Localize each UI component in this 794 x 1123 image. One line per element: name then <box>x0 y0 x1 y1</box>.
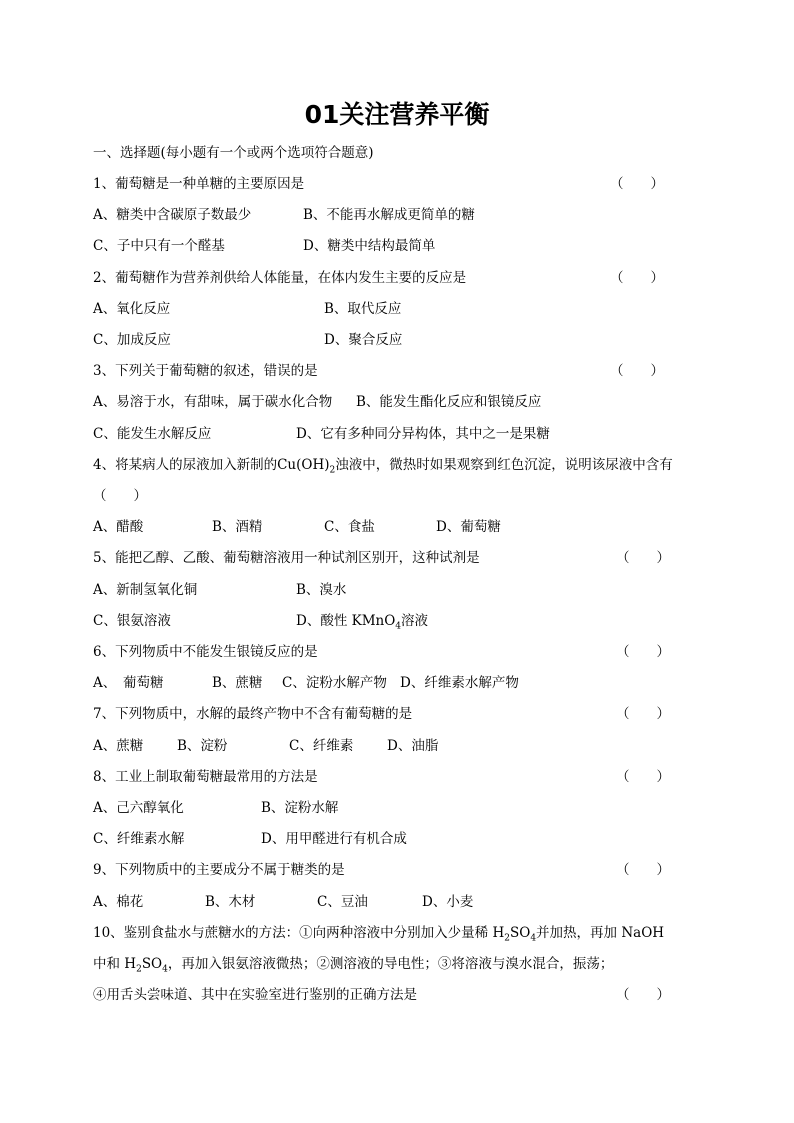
q3-option-c[interactable]: C、能发生水解反应 <box>93 426 212 442</box>
q4-option-d[interactable]: D、葡萄糖 <box>436 519 501 535</box>
answer-blank-2[interactable]: （ ） <box>610 270 664 286</box>
q2-option-d[interactable]: D、聚合反应 <box>324 332 403 348</box>
answer-blank-10[interactable]: （ ） <box>616 987 670 1003</box>
q2-option-c[interactable]: C、加成反应 <box>93 332 171 348</box>
q7-option-a[interactable]: A、蔗糖 <box>93 738 144 754</box>
q8-option-a[interactable]: A、己六醇氧化 <box>93 800 184 816</box>
question-3-stem: 3、下列关于葡萄糖的叙述，错误的是 <box>93 363 318 379</box>
answer-blank-9[interactable]: （ ） <box>616 862 670 878</box>
question-1-stem: 1、葡萄糖是一种单糖的主要原因是 <box>93 176 305 192</box>
q8-option-b[interactable]: B、淀粉水解 <box>261 800 339 816</box>
q2-option-a[interactable]: A、氧化反应 <box>93 301 171 317</box>
q9-option-a[interactable]: A、棉花 <box>93 894 144 910</box>
q9-option-c[interactable]: C、豆油 <box>317 894 368 910</box>
answer-blank-1[interactable]: （ ） <box>610 176 664 192</box>
answer-blank-5[interactable]: （ ） <box>616 550 670 566</box>
q9-option-b[interactable]: B、木材 <box>205 894 256 910</box>
answer-blank-8[interactable]: （ ） <box>616 769 670 785</box>
q1-option-a[interactable]: A、糖类中含碳原子数最少 <box>93 207 252 223</box>
answer-blank-6[interactable]: （ ） <box>616 644 670 660</box>
q8-option-d[interactable]: D、用甲醛进行有机合成 <box>261 831 407 847</box>
question-4-stem: 4、将某病人的尿液加入新制的$Cu(OH)_2$浊液中，微热时如果观察到红色沉淀，说明该尿液中含有 <box>93 457 673 476</box>
answer-blank-7[interactable]: （ ） <box>616 706 670 722</box>
q8-option-c[interactable]: C、纤维素水解 <box>93 831 185 847</box>
q5-option-b[interactable]: B、溴水 <box>296 582 347 598</box>
page-title: 01关注营养平衡 <box>304 100 490 129</box>
q5-option-d[interactable]: D、酸性 KMnO$_4$溶液 <box>296 613 429 632</box>
question-8-stem: 8、工业上制取葡萄糖最常用的方法是 <box>93 769 318 785</box>
q1-option-d[interactable]: D、糖类中结构最简单 <box>303 238 436 254</box>
q4-option-b[interactable]: B、酒精 <box>212 519 263 535</box>
q6-option-c[interactable]: C、淀粉水解产物 <box>282 675 387 691</box>
q1-option-c[interactable]: C、子中只有一个醛基 <box>93 238 225 254</box>
q4-option-c[interactable]: C、食盐 <box>324 519 375 535</box>
question-9-stem: 9、下列物质中的主要成分不属于糖类的是 <box>93 862 345 878</box>
question-2-stem: 2、葡萄糖作为营养剂供给人体能量，在体内发生主要的反应是 <box>93 270 467 286</box>
question-10-line-3: ④用舌头尝味道、其中在实验室进行鉴别的正确方法是 <box>93 987 417 1003</box>
question-7-stem: 7、下列物质中，水解的最终产物中不含有葡萄糖的是 <box>93 706 413 722</box>
question-10-line-2: 中和 $H_2SO_4$，再加入银氨溶液微热；②测溶液的导电性；③将溶液与溴水混合，振荡； <box>93 956 614 975</box>
q4-option-a[interactable]: A、醋酸 <box>93 519 144 535</box>
q2-option-b[interactable]: B、取代反应 <box>324 301 402 317</box>
q6-option-a[interactable]: A、 葡萄糖 <box>93 675 164 691</box>
q3-option-d[interactable]: D、它有多种同分异构体，其中之一是果糖 <box>296 426 550 442</box>
q3-option-b[interactable]: B、能发生酯化反应和银镜反应 <box>356 394 542 410</box>
q7-option-c[interactable]: C、纤维素 <box>289 738 354 754</box>
section-heading: 一、选择题(每小题有一个或两个选项符合题意) <box>93 145 374 161</box>
question-10-line-1: 10、鉴别食盐水与蔗糖水的方法：①向两种溶液中分别加入少量稀 $H_2SO_4$并加热，再加 NaOH <box>93 925 665 944</box>
q5-option-a[interactable]: A、新制氢氧化铜 <box>93 582 198 598</box>
answer-blank-4[interactable]: （ ） <box>93 488 147 504</box>
q5-option-c[interactable]: C、银氨溶液 <box>93 613 171 629</box>
q6-option-b[interactable]: B、蔗糖 <box>212 675 263 691</box>
q1-option-b[interactable]: B、不能再水解成更简单的糖 <box>303 207 475 223</box>
q7-option-b[interactable]: B、淀粉 <box>177 738 228 754</box>
q9-option-d[interactable]: D、小麦 <box>422 894 474 910</box>
q7-option-d[interactable]: D、油脂 <box>387 738 439 754</box>
q3-option-a[interactable]: A、易溶于水，有甜味，属于碳水化合物 <box>93 394 333 410</box>
question-5-stem: 5、能把乙醇、乙酸、葡萄糖溶液用一种试剂区别开，这种试剂是 <box>93 550 480 566</box>
answer-blank-3[interactable]: （ ） <box>610 363 664 379</box>
q6-option-d[interactable]: D、纤维素水解产物 <box>400 675 519 691</box>
question-6-stem: 6、下列物质中不能发生银镜反应的是 <box>93 644 318 660</box>
